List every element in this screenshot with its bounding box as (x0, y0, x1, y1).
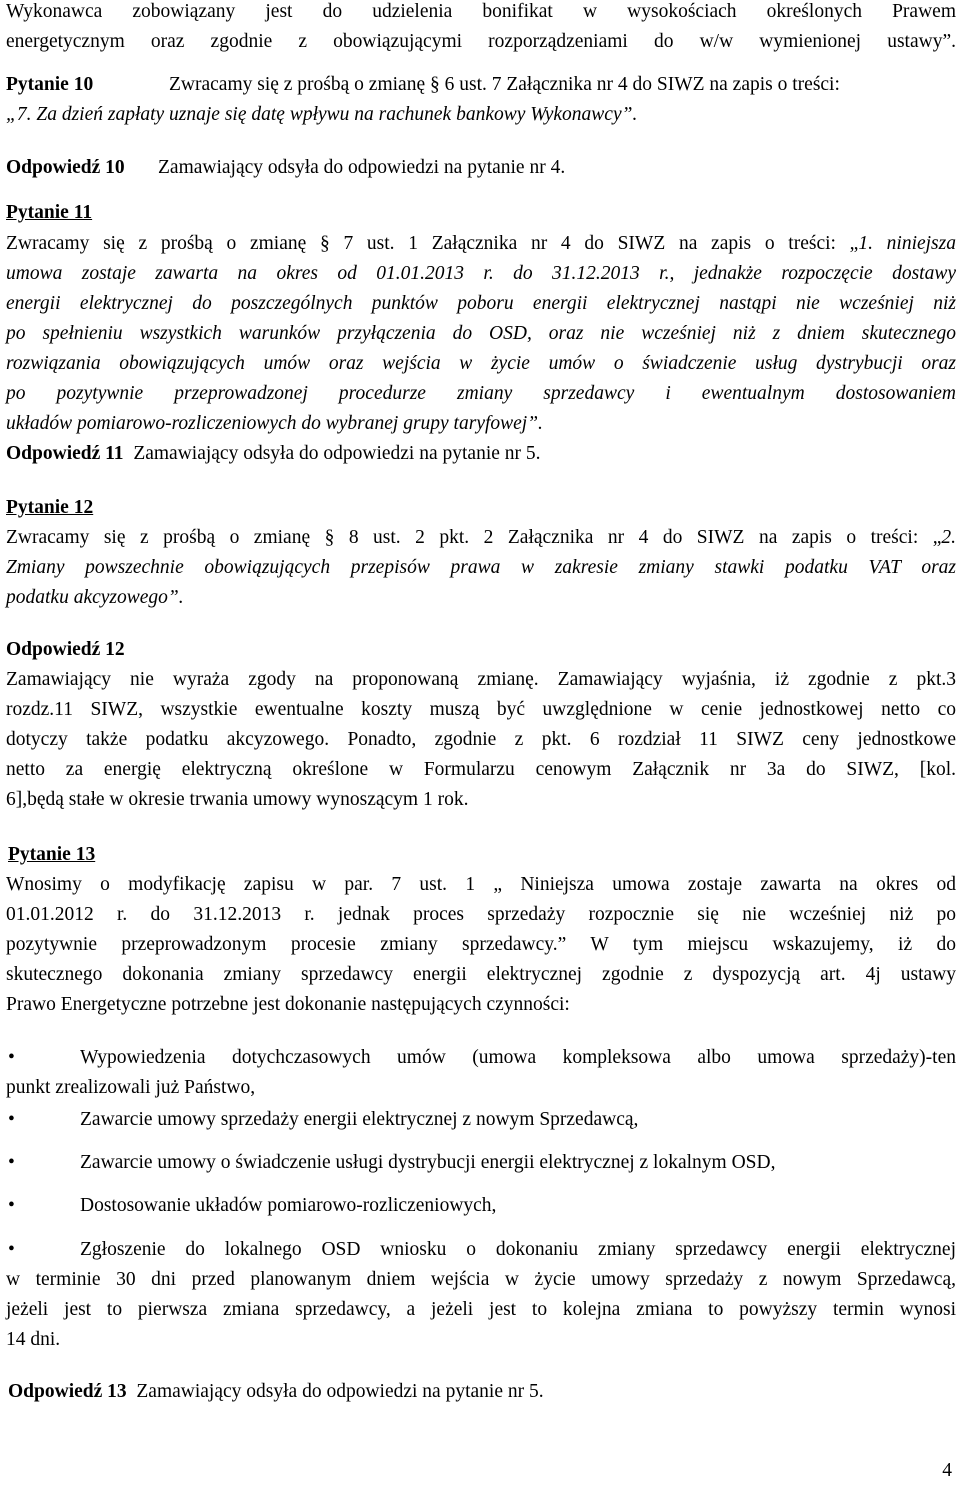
bullet-icon: • (8, 1195, 15, 1216)
bullet-5-line-1: Zgłoszenie do lokalnego OSD wniosku o dokonaniu zmiany sprzedawcy energii elektrycznej (80, 1239, 956, 1260)
q10-answer-text: Zamawiający odsyła do odpowiedzi na pytanie nr 4. (158, 157, 566, 178)
q12-answer-line-4: netto za energię elektryczną określone w Formularzu cenowym Załącznik nr 3a do SIWZ, [kol. (6, 759, 956, 780)
q12-line-1 (6, 526, 956, 550)
q13-line-1: Wnosimy o modyfikację zapisu w par. 7 ust. 1 „ Niniejsza umowa zostaje zawarta na okres od (6, 874, 956, 895)
q12-line-3: podatku akcyzowego”. (6, 587, 184, 608)
q12-answer-line-5: 6],będą stałe w okresie trwania umowy wynoszącym 1 rok. (6, 789, 469, 810)
intro-line-2: energetycznym oraz zgodnie z obowiązującymi rozporządzeniami do w/w wymienionej ustawy”. (6, 31, 956, 52)
q13-line-3: pozytywnie przeprowadzonym procesie zmiany sprzedawcy.” W tym miejscu wskazujemy, iż do (6, 934, 956, 955)
bullet-3: Zawarcie umowy o świadczenie usługi dystrybucji energii elektrycznej z lokalnym OSD, (80, 1152, 776, 1173)
bullet-5-line-4: 14 dni. (6, 1329, 61, 1350)
bullet-5-line-3: jeżeli jest to pierwsza zmiana sprzedawcy, a jeżeli jest to kolejna zmiana to powyższy termin wynosi (6, 1299, 956, 1320)
q12-answer-label: Odpowiedź 12 (6, 639, 125, 660)
bullet-1-line-1: Wypowiedzenia dotychczasowych umów (umowa kompleksowa albo umowa sprzedaży)-ten (80, 1047, 956, 1068)
q12-line-1-italic: 2. (941, 527, 956, 548)
q11-line-4: po spełnieniu wszystkich warunków przyłączenia do OSD, oraz nie wcześniej niż z dniem skutecznego (6, 323, 956, 344)
page-number: 4 (942, 1460, 952, 1481)
bullet-1-line-2: punkt zrealizowali już Państwo, (6, 1077, 256, 1098)
bullet-4: Dostosowanie układów pomiarowo-rozliczeniowych, (80, 1195, 497, 1216)
q11-line-2-italic: umowa zostaje zawarta na okres od 01.01.2013 r. do 31.12.2013 r. (6, 263, 670, 284)
q11-line-7: układów pomiarowo-rozliczeniowych do wybranej grupy taryfowej”. (6, 413, 543, 434)
q13-line-4: skutecznego dokonania zmiany sprzedawcy energii elektrycznej zgodnie z dyspozycją art. 4j ustawy (6, 964, 956, 985)
bullet-icon: • (8, 1047, 15, 1068)
q12-line-1-plain: Zwracamy się z prośbą o zmianę § 8 ust. 2 pkt. 2 Załącznika nr 4 do SIWZ na zapis o treści: „ (6, 527, 942, 548)
q11-heading: Pytanie 11 (6, 202, 93, 223)
q11-line-5: rozwiązania obowiązujących umów oraz wejścia w życie umów o świadczenie usług dystrybucji oraz (6, 353, 956, 374)
q10-answer (6, 156, 565, 180)
q12-line-2: Zmiany powszechnie obowiązujących przepisów prawa w zakresie zmiany stawki podatku VAT oraz (6, 557, 956, 578)
q10-answer-label: Odpowiedź 10 (6, 157, 125, 178)
q11-line-2 (6, 262, 956, 286)
q13-line-5: Prawo Energetyczne potrzebne jest dokonanie następujących czynności: (6, 994, 570, 1015)
q12-heading: Pytanie 12 (6, 497, 94, 518)
q12-answer-line-2: rozdz.11 SIWZ, wszystkie ewentualne koszty muszą być uwzględnione w cenie jednostkowej netto co (6, 699, 956, 720)
bullet-2: Zawarcie umowy sprzedaży energii elektrycznej z nowym Sprzedawcą, (80, 1109, 639, 1130)
q10-line (6, 73, 840, 97)
q11-answer-label: Odpowiedź 11 (6, 443, 124, 464)
q13-line-2: 01.01.2012 r. do 31.12.2013 r. jednak proces sprzedaży rozpocznie się nie wcześniej niż po (6, 904, 956, 925)
q11-line-1 (6, 232, 956, 256)
q11-line-1-plain: Zwracamy się z prośbą o zmianę § 7 ust. 1 Załącznika nr 4 do SIWZ na zapis o treści: „ (6, 233, 859, 254)
q11-answer (6, 442, 541, 466)
bullet-icon: • (8, 1109, 15, 1130)
q13-answer (8, 1380, 544, 1404)
q13-heading: Pytanie 13 (8, 844, 96, 865)
intro-line-1: Wykonawca zobowiązany jest do udzielenia bonifikat w wysokościach określonych Prawem (6, 1, 956, 22)
q11-line-6: po pozytywnie przeprowadzonej procedurze zmiany sprzedawcy i ewentualnym dostosowaniem (6, 383, 956, 404)
q13-answer-label: Odpowiedź 13 (8, 1381, 127, 1402)
bullet-icon: • (8, 1239, 15, 1260)
bullet-5-line-2: w terminie 30 dni przed planowanym dniem wejścia w życie umowy sprzedaży z nowym Sprzedawcą, (6, 1269, 956, 1290)
q11-line-1-italic: 1. niniejsza (858, 233, 956, 254)
q11-line-2-rest: , jednakże rozpoczęcie dostawy (669, 263, 956, 284)
q10-text: Zwracamy się z prośbą o zmianę § 6 ust. 7 Załącznika nr 4 do SIWZ na zapis o treści: (169, 74, 840, 95)
q10-quote: „7. Za dzień zapłaty uznaje się datę wpływu na rachunek bankowy Wykonawcy”. (6, 104, 638, 125)
bullet-icon: • (8, 1152, 15, 1173)
q13-answer-text: Zamawiający odsyła do odpowiedzi na pytanie nr 5. (136, 1381, 544, 1402)
q10-label: Pytanie 10 (6, 74, 94, 95)
q12-answer-line-1: Zamawiający nie wyraża zgody na proponowaną zmianę. Zamawiający wyjaśnia, iż zgodnie z pkt.3 (6, 669, 956, 690)
q11-answer-text: Zamawiający odsyła do odpowiedzi na pytanie nr 5. (133, 443, 541, 464)
q11-line-3: energii elektrycznej do poszczególnych punktów poboru energii elektrycznej nastąpi nie wcześniej niż (6, 293, 956, 314)
q12-answer-line-3: dotyczy także podatku akcyzowego. Ponadto, zgodnie z pkt. 6 rozdział 11 SIWZ ceny jednostkowe (6, 729, 956, 750)
